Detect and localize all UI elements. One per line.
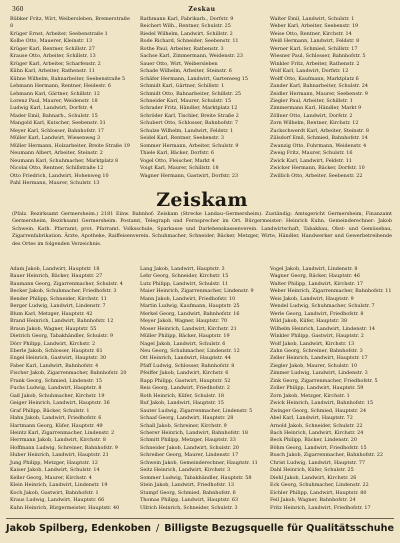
upper-column-2 (140, 16, 264, 178)
advertising-slogan: Billigste Bezugsquelle für Qualitätsschuhe (164, 523, 394, 534)
directory-entry: Sommer Hermann, Arbeiter, Schulstr. 9 (140, 142, 239, 149)
directory-entry: Klein Heinrich, Landwirt, Lindenstr. 19 (10, 482, 108, 489)
directory-entry: Ullrich Heinrich, Schneider, Schulstr. 3 (140, 504, 238, 511)
directory-entry: Weise Otto, Rentner, Kirchstr. 14 (270, 30, 352, 37)
directory-entry: Pfeiffer Jakob, Landwirt, Kirchstr. 6 (140, 370, 229, 377)
directory-entry: Thiele Karl, Bäcker, Dorfstr. 6 (140, 150, 214, 157)
directory-entry: Zwillich Otto, Arbeiter, Seebenstr. 22 (270, 172, 363, 179)
directory-entry: Vogel Otto, Fleischer, Markt 4 (140, 157, 215, 164)
directory-entry: Lang Jakob, Landwirt, Hauptstr. 3 (140, 266, 225, 272)
directory-entry: Brand Heinrich, Landwirt, Bahnhofstr. 12 (10, 318, 114, 325)
directory-entry: Walter Philipp, Landwirt, Kirchstr. 17 (270, 280, 363, 287)
directory-entry: Nagel Jakob, Landwirt, Schulstr. 6 (140, 340, 226, 347)
directory-entry: Winkler Fritz, Arbeiter, Rathenstr. 2 (270, 60, 360, 67)
directory-entry: Rode Richard, Schneider, Seebenstr. 11 (140, 38, 239, 45)
directory-entry: Sauer Otto, Wirt, Weibersleben (140, 60, 218, 67)
directory-entry: Schröder Karl, Tischler, Breite Straße 2 (140, 112, 239, 119)
directory-entry: Schneider Karl, Maurer, Schulstr. 15 (140, 97, 232, 104)
directory-entry: Lorenz Paul, Maurer, Weidenstr. 18 (10, 97, 98, 104)
directory-entry: Wiesner Paul, Schlosser, Bahnhofstr. 5 (270, 53, 366, 60)
directory-entry: Zorn Wilhelm, Rentner, Kirchstr. 12 (270, 120, 359, 127)
running-head: Zeskau (188, 6, 216, 13)
directory-entry: Blum Karl, Metzger, Hauptstr. 42 (10, 310, 93, 317)
directory-entry: Schubert Otto, Schlosser, Bahnhofstr. 7 (140, 120, 239, 127)
directory-entry: Arnold Jakob, Schneider, Schulstr. 22 (270, 422, 363, 429)
directory-entry: Seitz Heinrich, Landwirt, Kirchstr. 3 (140, 467, 231, 474)
directory-entry: Kuhn Heinrich, Bürgermeister, Hauptstr. 40 (10, 504, 120, 511)
directory-entry: Neumann Karl, Schuhmacher, Marktplatz 8 (10, 157, 119, 164)
directory-entry: Lehr Georg, Schneider, Kirchstr. 15 (140, 273, 229, 280)
directory-entry: Zwanzig Otto, Fuhrmann, Weidenstr. 4 (270, 142, 367, 149)
directory-entry: Scherer Heinrich, Landwirt, Bahnhofstr. 18 (140, 429, 248, 436)
directory-entry: Mader Emil, Bahnarb., Schulstr. 15 (10, 112, 98, 119)
directory-entry: Ziegler Paul, Arbeiter, Schillstr. 1 (270, 97, 353, 104)
directory-entry: Böhm Georg, Landwirt, Friedhofstr. 15 (270, 444, 367, 451)
directory-entry: Schwein Jakob, Gemeinderechner, Hauptstr. 11 (140, 459, 258, 466)
directory-entry: Diehl Jakob, Landwirt, Kirchstr. 26 (270, 474, 357, 481)
directory-entry: Zwick Karl, Landwirt, Feldstr. 11 (270, 157, 352, 164)
directory-entry: Schmidt Otto, Bahnarbeiter, Schillstr. 25 (140, 90, 242, 97)
directory-entry: Weber Heinrich, Zigarrenmacher, Bahnhofstr. 11 (270, 288, 392, 295)
directory-entry: Dahl Heinrich, Küfer, Schulstr. 25 (270, 467, 354, 474)
directory-entry: Ziegler Jakob, Maurer, Schulstr. 10 (270, 362, 358, 369)
advertiser-name: Jakob Spilberg, Edenkoben (6, 523, 151, 534)
directory-entry: Werner Karl, Schmied, Schillstr. 17 (270, 45, 358, 52)
directory-entry: Mangold Karl, Kutscher, Seebenstr. 31 (10, 120, 106, 127)
directory-entry: Wagner Georg, Bäcker, Hauptstr. 46 (270, 273, 360, 280)
directory-entry: Berger Ludwig, Landwirt, Lindenstr. 7 (10, 303, 106, 310)
lower-directory-columns (10, 266, 394, 514)
footer-advertisement (6, 518, 394, 539)
directory-entry: Seidel Karl, Rentner, Seebenstr. 3 (140, 135, 224, 142)
directory-entry: Schneider Jakob, Landwirt, Schulstr. 20 (140, 444, 239, 451)
directory-entry: Rathmann Karl, Fabrikarb., Dorfstr. 9 (140, 16, 234, 22)
upper-column-1 (10, 16, 134, 186)
directory-entry: Krüger Ernst, Arbeiter, Seebenstraße 1 (10, 30, 108, 37)
directory-entry: Beck Philipp, Bäcker, Lindenstr. 20 (270, 437, 358, 444)
directory-entry: Dörr Philipp, Landwirt, Kirchstr. 2 (10, 340, 96, 347)
directory-entry: Schade Wilhelm, Arbeiter, Steinstr. 6 (140, 68, 232, 75)
directory-entry: Zöllner Otto, Landwirt, Dorfstr. 2 (270, 112, 353, 119)
directory-entry: Bach Heinrich, Landwirt, Kirchstr. 24 (270, 429, 364, 436)
directory-entry: Becker Jakob, Schuhmacher, Friedhofstr. 3 (10, 288, 117, 295)
directory-entry: Stumpf Georg, Schmied, Bahnhofstr. 6 (140, 489, 236, 496)
directory-entry: Rübker Fritz, Wirt, Weibersleben, Bremerstraße 8 (10, 16, 130, 30)
directory-entry: Eck Georg, Schuhmacher, Lindenstr. 22 (270, 482, 369, 489)
page-number: 360 (12, 6, 24, 13)
directory-entry: Fritz Heinrich, Landwirt, Friedhofstr. 17 (270, 504, 371, 511)
directory-entry: Meyer Karl, Schlosser, Bahnhofstr. 17 (10, 127, 104, 134)
directory-page (10, 4, 394, 516)
directory-entry: Fuchs Ludwig, Landwirt, Hauptstr. 8 (10, 385, 102, 392)
directory-entry: Zimmer Ludwig, Landwirt, Lindenstr. 3 (270, 370, 368, 377)
directory-entry: Schäfer Hermann, Landwirt, Gartenweg 15 (140, 75, 248, 82)
directory-entry: Eberle Jakob, Schlosser, Hauptstr. 61 (10, 347, 103, 354)
directory-entry: Zülsdorf Emil, Schmied, Bahnhofstr. 14 (270, 135, 368, 142)
directory-entry: Wagner Hermann, Gastwirt, Dorfstr. 23 (140, 172, 239, 179)
directory-entry: Walter Emil, Landwirt, Schulstr. 1 (270, 16, 355, 22)
directory-entry: Herrmann Jakob, Landwirt, Kirchstr. 8 (10, 437, 106, 444)
directory-entry: Reis Georg, Landwirt, Friedhofstr. 2 (140, 385, 230, 392)
directory-entry: Busch Jakob, Zigarrenmacher, Bahnhofstr. 22 (270, 452, 384, 459)
directory-entry: Zeidler Hermann, Maurer, Seebenstr. 9 (270, 90, 368, 97)
town-heading: Zeiskam (156, 189, 248, 211)
directory-entry: Zorn Jakob, Metzger, Kirchstr. 1 (270, 392, 350, 399)
footer-separator: / (155, 523, 160, 534)
directory-entry: Moser Heinrich, Landwirt, Kirchstr. 21 (140, 325, 237, 332)
directory-entry: Zweig Fritz, Maurer, Schulstr. 16 (270, 150, 353, 157)
upper-directory-columns (10, 16, 394, 186)
directory-entry: Zimmermann Karl, Händler, Markt 9 (270, 105, 362, 112)
directory-entry: Schaaf Georg, Landwirt, Hauptstr. 28 (140, 415, 234, 422)
directory-entry: Rothe Paul, Arbeiter, Rathenstr. 3 (140, 45, 224, 52)
directory-entry: Reichert Wilh., Rentner, Schulstr. 25 (140, 23, 231, 30)
directory-entry: Lehmann Karl, Gärtner, Schillstr. 12 (10, 90, 100, 97)
directory-entry: Zuckschwerdt Karl, Arbeiter, Steinstr. 8 (270, 127, 369, 134)
upper-column-3 (270, 16, 394, 178)
directory-entry: Feil Jakob, Wagner, Bahnhofstr. 24 (270, 497, 356, 504)
directory-entry: Huber Heinrich, Landwirt, Hauptstr. 21 (10, 452, 109, 459)
directory-entry: Baumann Georg, Zigarrenmacher, Schulstr. 4 (10, 280, 123, 287)
directory-entry: Vogel Jakob, Landwirt, Lindenstr. 8 (270, 266, 358, 272)
directory-entry: Voigt Karl, Maurer, Schillstr. 18 (140, 165, 219, 172)
directory-entry: Rapp Philipp, Gastwirt, Hauptstr. 52 (140, 377, 231, 384)
directory-entry: Ott Heinrich, Landwirt, Hauptstr. 44 (140, 355, 231, 362)
directory-entry: Kraus Ludwig, Landwirt, Hauptstr. 66 (10, 497, 105, 504)
directory-entry: Ruf Jakob, Landwirt, Hauptstr. 15 (140, 400, 224, 407)
directory-entry: Zeller Heinrich, Landwirt, Hauptstr. 17 (270, 355, 368, 362)
lower-column-1 (10, 266, 134, 514)
directory-entry: Sauter Ludwig, Zigarrenmacher, Lindenstr. 5 (140, 407, 253, 414)
lower-column-2 (140, 266, 264, 514)
directory-entry: Roth Heinrich, Küfer, Schulstr. 18 (140, 392, 224, 399)
directory-entry: Schrader Fritz, Händler, Marktplatz 12 (140, 105, 238, 112)
directory-entry: Schulze Wilhelm, Landwirt, Feldstr. 1 (140, 127, 234, 134)
directory-entry: Geiger Heinrich, Landwirt, Hauptstr. 36 (10, 400, 110, 407)
directory-entry: Zwick Heinrich, Landwirt, Bahnhofstr. 15 (270, 400, 374, 407)
directory-entry: Krüger Karl, Arbeiter, Scharfenstr. 2 (10, 60, 101, 67)
directory-entry: Wendel Ludwig, Schuhmacher, Schulstr. 7 (270, 303, 375, 310)
directory-entry: Abel Karl, Landwirt, Hauptstr. 72 (270, 415, 353, 422)
directory-entry: Zahn Georg, Schreiner, Bahnhofstr. 3 (270, 347, 363, 354)
directory-entry: Wolff Otto, Kaufmann, Marktplatz 6 (270, 75, 359, 82)
directory-entry: Otto Friedrich, Landwirt, Hohenweg 10 (10, 172, 109, 179)
directory-entry: Werle Georg, Landwirt, Friedhofstr. 8 (270, 310, 364, 317)
directory-entry: Merkel Georg, Landwirt, Bahnhofstr. 16 (140, 310, 240, 317)
directory-entry: Jung Philipp, Metzger, Hauptstr. 12 (10, 459, 98, 466)
directory-entry: Martin Ludwig, Kaufmann, Hauptstr. 25 (140, 303, 240, 310)
directory-entry: Wolf Jakob, Landwirt, Kirchstr. 13 (270, 340, 355, 347)
directory-entry: Kühne Wilhelm, Bahnarbeiter, Seebenstraße 5 (10, 75, 126, 82)
directory-entry: Mann Jakob, Landwirt, Friedhofstr. 10 (140, 295, 236, 302)
town-introduction: (Pfalz. Bezirksamt Germersheim.) 2181 Einw. Bahnhof: Zeiskam (Strecke Landau–Germersheim). Zuständig: Amtsgericht Germersheim, Finanzamt Germersheim, Bezirksamt Germersheim. Postamt, Telegraph und Fernsprecher im Ort. Bürgermeister: Heinrich Kuhn. Gemeinderechner: Jakob Schwein. Kath. Pfarramt, prot. Pfarramt. Volksschule, Sparkasse und Darlehenskassenverein. Landwirtschaft, Tabakbau, Obst- und Gemüsebau, Zigarrenfabrikation. Ärzte, Apotheke, Raiffeisenverein. Schuhmacher, Schneider, Bäcker, Metzger, Wirte, Händler, Handwerker und Gewerbetreibende des Ortes im folgenden Verzeichnis. (12, 211, 392, 247)
directory-entry: Wilhelm Heinrich, Landwirt, Lindenstr. 14 (270, 325, 375, 332)
directory-entry: Zink Georg, Zigarrenmacher, Friedhofstr. 5 (270, 377, 378, 384)
directory-entry: Müller Philipp, Bäcker, Hauptstr. 19 (140, 333, 230, 340)
directory-entry: Adam Jakob, Landwirt, Hauptstr. 18 (10, 266, 100, 272)
directory-entry: Wolf Karl, Landwirt, Dorfstr. 12 (270, 68, 349, 75)
directory-entry: Nicolai Otto, Rentner, Schillstraße 12 (10, 165, 104, 172)
directory-entry: Zoller Philipp, Landwirt, Hauptstr. 59 (270, 385, 364, 392)
directory-entry: Ludwig Karl, Landwirt, Dorfstr. 4 (10, 105, 93, 112)
directory-entry: Dietrich Georg, Tabakhändler, Schulstr. 9 (10, 333, 113, 340)
directory-entry: Schreiber Georg, Maurer, Lindenstr. 17 (140, 452, 239, 459)
directory-entry: Bauer Heinrich, Bäcker, Hauptstr. 27 (10, 273, 103, 280)
directory-entry: Lutz Philipp, Landwirt, Schulstr. 11 (140, 280, 229, 287)
directory-entry: Hartmann Georg, Küfer, Hauptstr. 49 (10, 422, 103, 429)
directory-entry: Zander Karl, Bahnarbeiter, Schulstr. 24 (270, 83, 368, 90)
directory-entry: Eichler Philipp, Landwirt, Hauptstr. 80 (270, 489, 367, 496)
directory-entry: Braun Jakob, Wagner, Hauptstr. 55 (10, 325, 97, 332)
directory-entry: Heintz Karl, Zigarrenmacher, Lindenstr. 2 (10, 429, 115, 436)
directory-entry: Lehmann Hermann, Rentner, Heidestr. 6 (10, 83, 112, 90)
directory-entry: Schmitt Philipp, Metzger, Hauptstr. 33 (140, 437, 236, 444)
directory-entry: Müller Karl, Landwirt, Wiesenweg 3 (10, 135, 101, 142)
directory-entry: Sommer Ludwig, Tabakhändler, Hauptstr. 58 (140, 474, 252, 481)
directory-entry: Weiß Hermann, Landwirt, Feldstr. 8 (270, 38, 360, 45)
lower-column-3 (270, 266, 394, 514)
directory-entry: Gaß Jakob, Schuhmacher, Kirchstr. 19 (10, 392, 105, 399)
directory-entry: Pfaff Ludwig, Schlosser, Bahnhofstr. 8 (140, 362, 235, 369)
directory-entry: Maier Heinrich, Zigarrenmacher, Lindenstr. 9 (140, 288, 254, 295)
directory-entry: Krüger Karl, Rentner, Schillstr. 27 (10, 45, 95, 52)
directory-entry: Meyer Jakob, Wagner, Hauptstr. 70 (140, 318, 228, 325)
directory-entry: Neu Georg, Schuhmacher, Lindenstr. 12 (140, 347, 240, 354)
directory-entry: Krause Otto, Arbeiter, Schillstr. 13 (10, 53, 96, 60)
directory-entry: Schall Jakob, Schreiner, Kirchstr. 9 (140, 422, 227, 429)
directory-entry: Zwinger Georg, Schmied, Hauptstr. 24 (270, 407, 367, 414)
directory-entry: Zwicker Hermann, Bäcker, Dorfstr. 10 (270, 165, 365, 172)
directory-entry: Schmidt Karl, Gärtner, Schillstr. 1 (140, 83, 225, 90)
directory-entry: Thomas Philipp, Landwirt, Hauptstr. 63 (140, 497, 239, 504)
directory-entry: Faber Karl, Landwirt, Bahnhofstr. 4 (10, 362, 99, 369)
directory-entry: Hoffmann Ludwig, Schreiner, Bahnhofstr. 9 (10, 444, 118, 451)
directory-entry: Sachse Karl, Zimmermann, Weidenstr. 23 (140, 53, 243, 60)
directory-entry: Weis Jakob, Landwirt, Hauptstr. 9 (270, 295, 354, 302)
page-header (10, 4, 394, 15)
directory-entry: Müller Hermann, Holzarbeiter, Breite Straße 19 (10, 142, 130, 149)
directory-entry: Kaiser Jakob, Landwirt, Schulstr. 14 (10, 467, 100, 474)
directory-entry: Pahl Hermann, Maurer, Schulstr. 13 (10, 179, 100, 186)
directory-entry: Weber Karl, Arbeiter, Seebenstr. 19 (270, 23, 359, 30)
directory-entry: Koch Jakob, Gastwirt, Bahnhofstr. 1 (10, 489, 99, 496)
directory-entry: Winkler Philipp, Gastwirt, Hauptstr. 2 (270, 333, 364, 340)
directory-entry: Fischer Jakob, Zigarrenmacher, Bahnhofstr. 20 (10, 370, 127, 377)
directory-entry: Riedel Wilhelm, Landwirt, Schillstr. 2 (140, 30, 233, 37)
directory-entry: Frank Georg, Schmied, Lindenstr. 15 (10, 377, 102, 384)
directory-entry: Graf Philipp, Bäcker, Schulstr. 1 (10, 407, 90, 414)
directory-entry: Stein Jakob, Landwirt, Friedhofstr. 13 (140, 482, 234, 489)
directory-entry: Bender Philipp, Schneider, Kirchstr. 11 (10, 295, 107, 302)
directory-entry: Engel Heinrich, Gastwirt, Hauptstr. 30 (10, 355, 107, 362)
directory-entry: Hahn Jakob, Landwirt, Friedhofstr. 6 (10, 415, 102, 422)
directory-entry: Kolbe Otto, Mauerer, Kleinstr. 13 (10, 38, 93, 45)
directory-entry: Neumann Albert, Arbeiter, Steinstr. 2 (10, 150, 103, 157)
directory-entry: Keller Georg, Maurer, Kirchstr. 4 (10, 474, 92, 481)
directory-entry: Wild Jakob, Küfer, Hauptstr. 38 (270, 318, 348, 325)
directory-entry: Christ Ludwig, Landwirt, Hauptstr. 77 (270, 459, 365, 466)
directory-entry: Kühn Karl, Arbeiter, Rathenstr. 11 (10, 68, 95, 75)
